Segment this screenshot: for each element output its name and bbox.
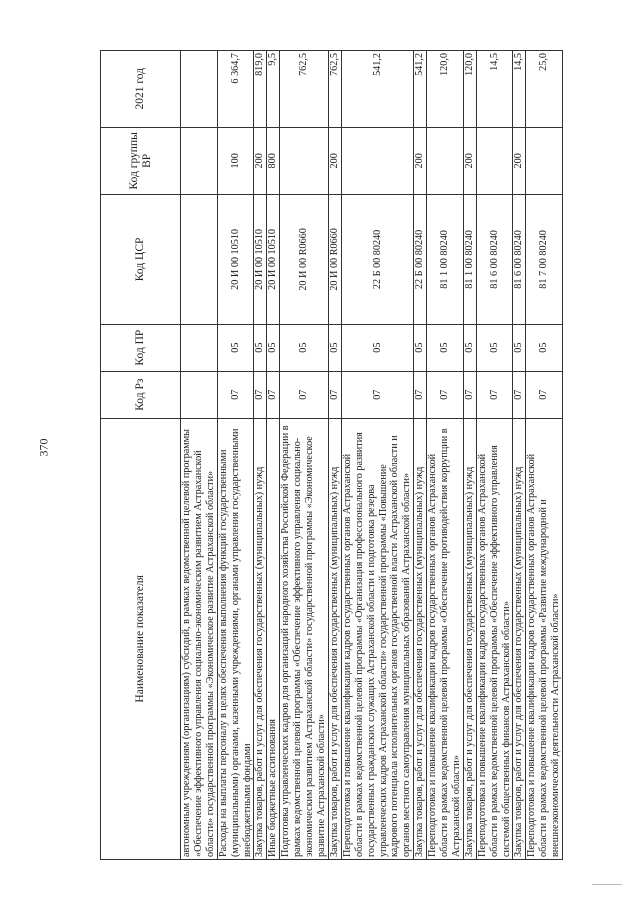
cell-pr — [181, 324, 218, 371]
table-row — [341, 51, 413, 860]
header-csr: Код ЦСР — [101, 195, 181, 324]
cell-pr: 05 — [267, 324, 280, 371]
cell-csr: 81 7 00 80240 — [526, 195, 563, 324]
cell-csr: 22 Б 00 80240 — [341, 195, 413, 324]
cell-amount: 120,0 — [427, 51, 464, 128]
cell-name: Закупка товаров, работ и услуг для обеспечения государственных (муниципальных) нужд — [414, 418, 427, 859]
cell-name: Подготовка управленческих кадров для организаций народного хозяйства Российской Федерации в рамках ведомственной целевой программы «Обеспечение эффективного управления социально-экономическим развитием Астраханской области» государственной программы «Экономическое развитие Астраханской области» — [280, 418, 329, 859]
header-name: Наименование показателя — [101, 418, 181, 859]
cell-amount: 541,2 — [414, 51, 427, 128]
table-row — [513, 51, 526, 860]
cell-pr: 05 — [254, 324, 267, 371]
cell-amount: 120,0 — [463, 51, 476, 128]
budget-table — [100, 50, 563, 860]
cell-rz: 07 — [267, 371, 280, 418]
table-header-row — [101, 51, 181, 860]
cell-amount: 6 364,7 — [217, 51, 254, 128]
cell-pr: 05 — [427, 324, 464, 371]
table-row — [328, 51, 341, 860]
table-row — [526, 51, 563, 860]
scan-mark — [592, 884, 622, 885]
cell-pr: 05 — [280, 324, 329, 371]
cell-pr: 05 — [513, 324, 526, 371]
cell-vr — [476, 127, 513, 195]
cell-csr: 20 И 00 R0660 — [328, 195, 341, 324]
table-row — [427, 51, 464, 860]
header-vr: Код группы ВР — [101, 127, 181, 195]
table-body — [181, 51, 563, 860]
cell-name: Закупка товаров, работ и услуг для обеспечения государственных (муниципальных) нужд — [254, 418, 267, 859]
cell-vr: 200 — [414, 127, 427, 195]
cell-name: Закупка товаров, работ и услуг для обеспечения государственных (муниципальных) нужд — [463, 418, 476, 859]
cell-amount: 819,0 — [254, 51, 267, 128]
cell-rz: 07 — [217, 371, 254, 418]
cell-vr — [427, 127, 464, 195]
cell-name: Расходы на выплаты персоналу в целях обеспечения выполнения функций государственными (муниципальными) органами, казенными учреждениями, органами управления государственными внебюджетными фондами — [217, 418, 254, 859]
cell-name: Переподготовка и повышение квалификации кадров государственных органов Астраханской области в рамках ведомственной целевой программы «Обеспечение эффективного управления системой общественных финансов Астраханской области» — [476, 418, 513, 859]
table-row — [217, 51, 254, 860]
cell-name: автономным учреждениям (организациям) субсидий, в рамках ведомственной целевой программы «Обеспечение эффективного управления социально-экономическим развитием Астраханской области» государственной программы «Экономическое развитие Астраханской области» — [181, 418, 218, 859]
cell-amount: 9,5 — [267, 51, 280, 128]
cell-vr: 200 — [328, 127, 341, 195]
cell-name: Закупка товаров, работ и услуг для обеспечения государственных (муниципальных) нужд — [328, 418, 341, 859]
cell-pr: 05 — [414, 324, 427, 371]
cell-vr: 200 — [254, 127, 267, 195]
cell-vr: 200 — [463, 127, 476, 195]
cell-rz: 07 — [526, 371, 563, 418]
cell-vr: 200 — [513, 127, 526, 195]
cell-amount: 762,5 — [280, 51, 329, 128]
cell-rz: 07 — [414, 371, 427, 418]
cell-vr — [341, 127, 413, 195]
cell-name: Переподготовка и повышение квалификации кадров государственных органов Астраханской области в рамках ведомственной целевой программы «Организация профессионального развития государственных гражданских служащих Астраханской области и подготовка резерва управленческих кадров Астраханской области» государственной программы «Повышение кадрового потенциала исполнительных органов государственной власти Астраханской области и органов местного самоуправления муниципальных образований Астраханской области» — [341, 418, 413, 859]
cell-amount: 541,2 — [341, 51, 413, 128]
cell-amount: 14,5 — [513, 51, 526, 128]
cell-vr: 800 — [267, 127, 280, 195]
cell-rz: 07 — [463, 371, 476, 418]
cell-rz: 07 — [280, 371, 329, 418]
cell-csr — [181, 195, 218, 324]
cell-pr: 05 — [328, 324, 341, 371]
cell-name: Закупка товаров, работ и услуг для обеспечения государственных (муниципальных) нужд — [513, 418, 526, 859]
table-row — [254, 51, 267, 860]
cell-pr: 05 — [217, 324, 254, 371]
cell-name: Переподготовка и повышение квалификации кадров государственных органов Астраханской области в рамках ведомственной целевой программы «Развитие международной и внешнеэкономической деятельности Астраханской области» — [526, 418, 563, 859]
cell-csr: 20 И 00 10510 — [254, 195, 267, 324]
header-pr: Код ПР — [101, 324, 181, 371]
cell-amount — [181, 51, 218, 128]
cell-pr: 05 — [463, 324, 476, 371]
cell-amount: 25,0 — [526, 51, 563, 128]
cell-vr — [526, 127, 563, 195]
table-row — [267, 51, 280, 860]
cell-pr: 05 — [476, 324, 513, 371]
table-row — [181, 51, 218, 860]
cell-rz — [181, 371, 218, 418]
cell-vr — [181, 127, 218, 195]
cell-vr: 100 — [217, 127, 254, 195]
cell-csr: 20 И 00 R0660 — [280, 195, 329, 324]
header-year: 2021 год — [101, 51, 181, 128]
cell-pr: 05 — [526, 324, 563, 371]
cell-csr: 81 6 00 80240 — [476, 195, 513, 324]
cell-name: Иные бюджетные ассигнования — [267, 418, 280, 859]
cell-rz: 07 — [254, 371, 267, 418]
cell-amount: 762,5 — [328, 51, 341, 128]
cell-rz: 07 — [513, 371, 526, 418]
cell-csr: 20 И 00 10510 — [217, 195, 254, 324]
cell-csr: 81 1 00 80240 — [427, 195, 464, 324]
cell-amount: 14,5 — [476, 51, 513, 128]
cell-rz: 07 — [427, 371, 464, 418]
cell-vr — [280, 127, 329, 195]
cell-pr: 05 — [341, 324, 413, 371]
table-row — [476, 51, 513, 860]
rotated-table-container — [100, 50, 633, 860]
cell-name: Переподготовка и повышение квалификации кадров государственных органов Астраханской области в рамках ведомственной целевой программы «Обеспечение противодействия коррупции в Астраханской области» — [427, 418, 464, 859]
header-rz: Код Рз — [101, 371, 181, 418]
table-row — [463, 51, 476, 860]
page-number: 370 — [36, 438, 51, 457]
cell-rz: 07 — [341, 371, 413, 418]
table-row — [414, 51, 427, 860]
cell-csr: 81 6 00 80240 — [513, 195, 526, 324]
cell-csr: 22 Б 00 80240 — [414, 195, 427, 324]
table-row — [280, 51, 329, 860]
cell-csr: 20 И 00 10510 — [267, 195, 280, 324]
cell-rz: 07 — [328, 371, 341, 418]
cell-csr: 81 1 00 80240 — [463, 195, 476, 324]
cell-rz: 07 — [476, 371, 513, 418]
